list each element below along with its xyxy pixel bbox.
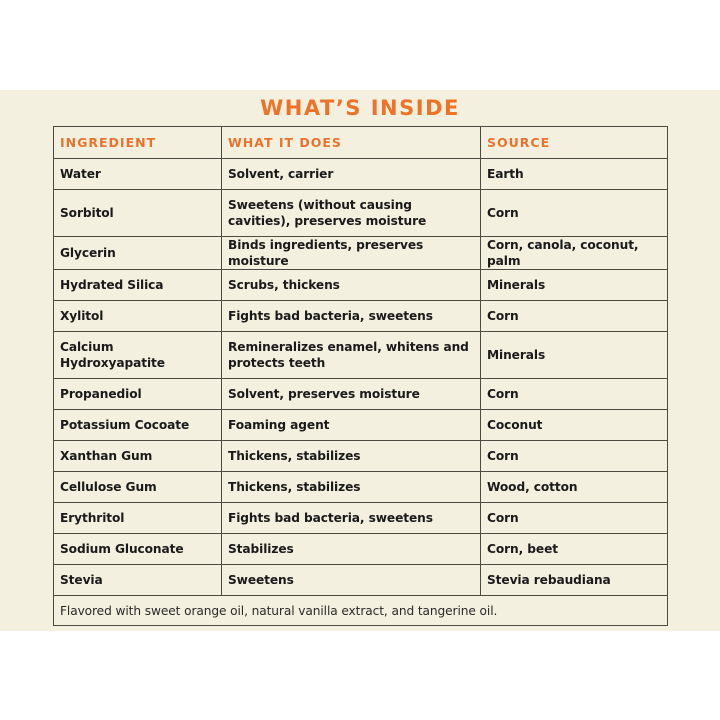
source-cell: Coconut — [481, 410, 668, 441]
ingredient-cell: Erythritol — [54, 503, 222, 534]
function-cell: Fights bad bacteria, sweetens — [222, 503, 481, 534]
source-cell: Corn — [481, 503, 668, 534]
source-cell: Stevia rebaudiana — [481, 565, 668, 596]
ingredient-cell: Water — [54, 159, 222, 190]
ingredient-cell: Hydrated Silica — [54, 270, 222, 301]
table-row — [54, 159, 668, 190]
table-row — [54, 190, 668, 237]
source-cell: Minerals — [481, 332, 668, 379]
table-row — [54, 270, 668, 301]
table-row — [54, 503, 668, 534]
source-cell: Corn — [481, 190, 668, 237]
source-cell: Wood, cotton — [481, 472, 668, 503]
header-ingredient: INGREDIENT — [54, 127, 222, 159]
table-row — [54, 565, 668, 596]
ingredient-cell: Sodium Gluconate — [54, 534, 222, 565]
function-cell: Sweetens — [222, 565, 481, 596]
function-cell: Scrubs, thickens — [222, 270, 481, 301]
function-cell: Fights bad bacteria, sweetens — [222, 301, 481, 332]
ingredient-cell: Xanthan Gum — [54, 441, 222, 472]
source-cell: Corn, canola, coconut, palm — [481, 237, 668, 270]
header-what-it-does: WHAT IT DOES — [222, 127, 481, 159]
ingredient-cell: Xylitol — [54, 301, 222, 332]
ingredients-table — [53, 126, 668, 626]
footnote: Flavored with sweet orange oil, natural vanilla extract, and tangerine oil. — [54, 596, 668, 626]
source-cell: Earth — [481, 159, 668, 190]
source-cell: Minerals — [481, 270, 668, 301]
function-cell: Foaming agent — [222, 410, 481, 441]
source-cell: Corn — [481, 441, 668, 472]
source-cell: Corn — [481, 301, 668, 332]
table-row — [54, 534, 668, 565]
ingredient-cell: Potassium Cocoate — [54, 410, 222, 441]
function-cell: Remineralizes enamel, whitens and protects teeth — [222, 332, 481, 379]
footnote-row — [54, 596, 668, 626]
table-row — [54, 237, 668, 270]
ingredient-cell: Calcium Hydroxyapatite — [54, 332, 222, 379]
function-cell: Stabilizes — [222, 534, 481, 565]
table-row — [54, 301, 668, 332]
function-cell: Binds ingredients, preserves moisture — [222, 237, 481, 270]
ingredient-cell: Cellulose Gum — [54, 472, 222, 503]
function-cell: Solvent, carrier — [222, 159, 481, 190]
source-cell: Corn — [481, 379, 668, 410]
ingredient-cell: Stevia — [54, 565, 222, 596]
ingredient-cell: Sorbitol — [54, 190, 222, 237]
source-cell: Corn, beet — [481, 534, 668, 565]
table-row — [54, 332, 668, 379]
function-cell: Thickens, stabilizes — [222, 441, 481, 472]
page-title: WHAT’S INSIDE — [260, 96, 460, 120]
header-source: SOURCE — [481, 127, 668, 159]
table-row — [54, 441, 668, 472]
function-cell: Thickens, stabilizes — [222, 472, 481, 503]
table-row — [54, 410, 668, 441]
ingredient-cell: Glycerin — [54, 237, 222, 270]
function-cell: Sweetens (without causing cavities), preserves moisture — [222, 190, 481, 237]
ingredient-cell: Propanediol — [54, 379, 222, 410]
table-row — [54, 472, 668, 503]
table-row — [54, 379, 668, 410]
header-row — [54, 127, 668, 159]
function-cell: Solvent, preserves moisture — [222, 379, 481, 410]
